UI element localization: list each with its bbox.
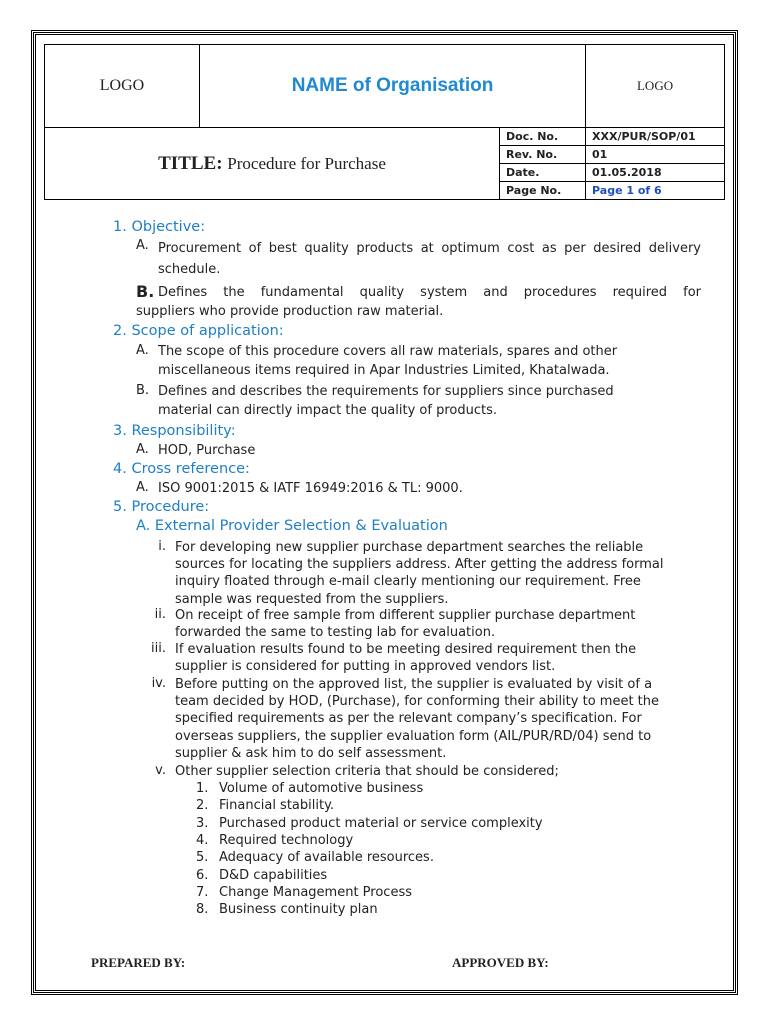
procedure-item-line: supplier is considered for putting in approved vendors list.	[175, 659, 556, 675]
section-title: Cross reference:	[131, 461, 250, 477]
section-heading-objective	[113, 219, 205, 235]
approved-by-label: APPROVED BY:	[452, 955, 549, 970]
procedure-item-line: Before putting on the approved list, the supplier is evaluated by visit of a	[175, 677, 653, 692]
logo-right: LOGO	[586, 45, 725, 128]
date-value: 01.05.2018	[586, 164, 725, 182]
section-heading-procedure	[113, 499, 209, 515]
section-heading-cross-reference	[113, 461, 250, 477]
prepared-by-label: PREPARED BY:	[91, 955, 186, 970]
section-heading-responsibility	[113, 423, 236, 439]
section-title: Objective:	[131, 219, 206, 235]
criteria-number: 3.	[196, 815, 209, 831]
paragraph-line: Defines and describes the requirements for suppliers since purchased	[158, 384, 614, 399]
criteria-number: 1.	[196, 781, 209, 796]
paragraph-line: Defines the fundamental quality system and procedures required for	[158, 285, 701, 300]
procedure-item-line: For developing new supplier purchase department searches the reliable	[175, 540, 644, 555]
procedure-item-line: team decided by HOD, (Purchase), for conforming their ability to meet the	[175, 694, 660, 710]
paragraph-line: suppliers who provide production raw material.	[136, 304, 444, 319]
criteria-number: 7.	[196, 884, 209, 900]
section-number: 2.	[113, 323, 127, 339]
doc-no-value: XXX/PUR/SOP/01	[586, 128, 725, 146]
section-number: 5.	[113, 499, 127, 515]
paragraph: HOD, Purchase	[158, 443, 256, 458]
procedure-item-line: inquiry floated through e-mail clearly mentioning our requirement. Free	[175, 574, 641, 590]
rev-no-label: Rev. No.	[500, 146, 586, 164]
section-number: 3.	[113, 423, 127, 439]
doc-no-label: Doc. No.	[500, 128, 586, 146]
paragraph-line: The scope of this procedure covers all raw materials, spares and other	[158, 344, 618, 359]
title-label: TITLE:	[158, 152, 223, 174]
paragraph-line: miscellaneous items required in Apar Industries Limited, Khatalwada.	[158, 363, 610, 378]
criteria-number: 4.	[196, 832, 209, 848]
criteria-item: Required technology	[219, 832, 354, 848]
procedure-item-marker: v.	[155, 763, 166, 778]
page-no-value: Page 1 of 6	[586, 182, 725, 200]
criteria-number: 5.	[196, 850, 209, 866]
date-label: Date.	[500, 164, 586, 182]
procedure-item-line: specified requirements as per the relevant company’s specification. For	[175, 711, 642, 727]
criteria-item: Purchased product material or service complexity	[219, 815, 543, 831]
criteria-item: Volume of automotive business	[219, 781, 424, 796]
criteria-number: 2.	[196, 798, 209, 814]
section-title: Scope of application:	[131, 323, 284, 339]
item-marker: A.	[136, 480, 149, 495]
item-marker: B.	[136, 282, 155, 301]
procedure-item-line: supplier & ask him to do self assessment.	[175, 745, 447, 761]
procedure-item-line: If evaluation results found to be meeting desired requirement then the	[175, 642, 637, 657]
subsection-heading	[136, 518, 448, 534]
section-heading-scope	[113, 323, 284, 339]
paragraph: Procurement of best quality products at optimum cost as per desired delivery schedule.	[158, 241, 701, 277]
procedure-item-marker: i.	[158, 539, 166, 554]
procedure-item-marker: iv.	[151, 676, 166, 691]
item-marker: B.	[136, 383, 150, 398]
criteria-number: 8.	[196, 902, 209, 918]
section-number: 4.	[113, 461, 127, 477]
criteria-item: Adequacy of available resources.	[219, 850, 434, 866]
title-value: Procedure for Purchase	[227, 153, 386, 173]
procedure-item-marker: iii.	[151, 641, 166, 656]
item-marker: A.	[136, 238, 149, 253]
logo-left: LOGO	[45, 45, 200, 128]
item-marker: A.	[136, 442, 149, 457]
criteria-item: D&D capabilities	[219, 867, 328, 883]
criteria-item: Change Management Process	[219, 884, 412, 900]
criteria-item: Financial stability.	[219, 798, 335, 814]
procedure-item-line: sample was requested from the suppliers.	[175, 591, 449, 607]
procedure-item-line: forwarded the same to testing lab for evaluation.	[175, 625, 496, 641]
procedure-item-line: overseas suppliers, the supplier evaluation form (AIL/PUR/RD/04) send to	[175, 728, 652, 744]
procedure-item-line: Other supplier selection criteria that should be considered;	[175, 764, 559, 779]
section-number: 1.	[113, 219, 127, 235]
criteria-item: Business continuity plan	[219, 902, 378, 918]
paragraph-line: material can directly impact the quality of products.	[158, 403, 497, 418]
subsection-title: External Provider Selection & Evaluation	[154, 518, 448, 534]
procedure-item-marker: ii.	[154, 607, 166, 622]
procedure-item-line: On receipt of free sample from different supplier purchase department	[175, 608, 636, 623]
page-no-label: Page No.	[500, 182, 586, 200]
subsection-marker: A.	[136, 518, 151, 534]
section-title: Responsibility:	[131, 423, 236, 439]
organisation-name: NAME of Organisation	[200, 45, 586, 128]
section-title: Procedure:	[131, 499, 210, 515]
procedure-item-line: sources for locating the suppliers address. After getting the address formal	[175, 557, 664, 573]
rev-no-value: 01	[586, 146, 725, 164]
paragraph: ISO 9001:2015 & IATF 16949:2016 & TL: 9000.	[158, 481, 463, 496]
criteria-number: 6.	[196, 867, 209, 883]
item-marker: A.	[136, 343, 149, 358]
